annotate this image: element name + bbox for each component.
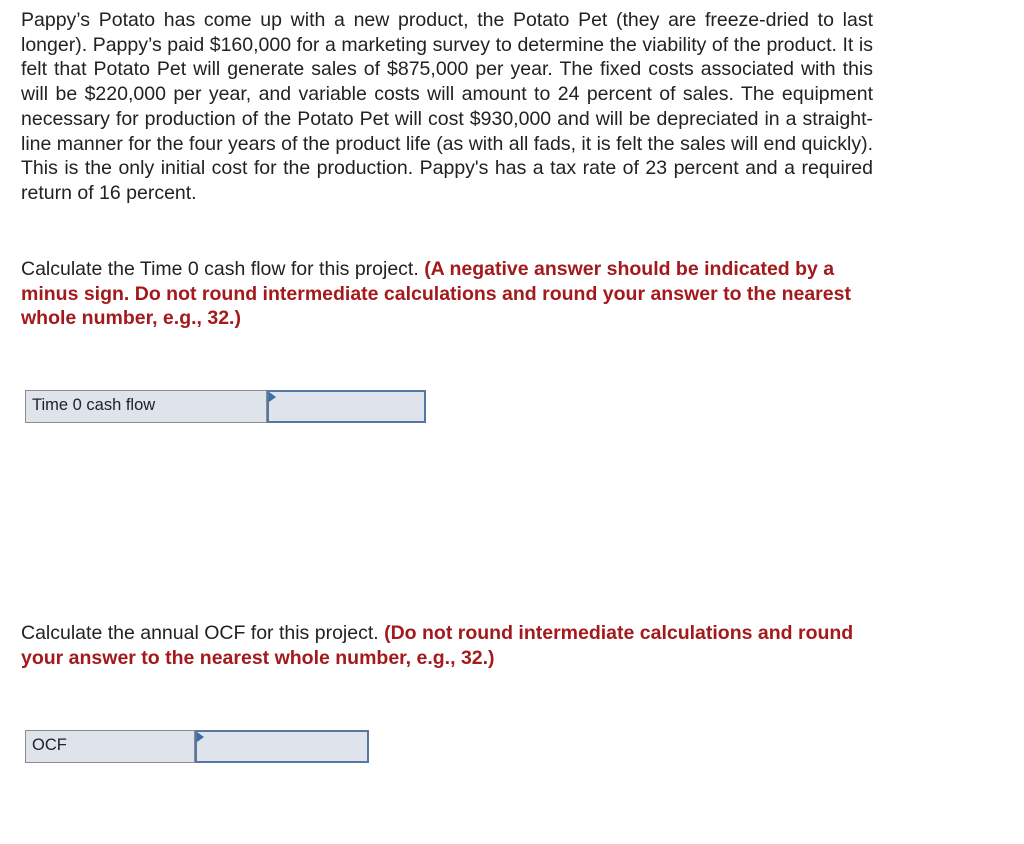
question-prompt: Calculate the annual OCF for this project.: [21, 622, 379, 644]
question-instructions: (A negative answer should be indicated by a minus sign. Do not round intermediate calculations and round your answer to the nearest whole number, e.g., 32.): [21, 258, 851, 330]
time0-cash-flow-input-wrapper: [267, 390, 426, 423]
input-marker-icon: [197, 732, 204, 742]
question-prompt: Calculate the Time 0 cash flow for this project.: [21, 258, 419, 280]
ocf-label: OCF: [25, 730, 195, 763]
time0-cash-flow-input[interactable]: [269, 392, 424, 421]
ocf-input[interactable]: [197, 732, 367, 761]
time0-cash-flow-answer-row: [25, 390, 426, 423]
question-instructions: (Do not round intermediate calculations and round your answer to the nearest whole number, e.g., 32.): [21, 622, 854, 669]
ocf-input-wrapper: [195, 730, 369, 763]
input-marker-icon: [269, 392, 276, 402]
time0-cash-flow-label: Time 0 cash flow: [25, 390, 267, 423]
question-time0-cash-flow: [21, 257, 881, 331]
ocf-answer-row: [25, 730, 369, 763]
problem-statement: Pappy’s Potato has come up with a new product, the Potato Pet (they are freeze-dried to last longer). Pappy’s paid $160,000 for a marketing survey to determine the viability of the product. It is felt that Potato Pet will generate sales of $875,000 per year. The fixed costs associated with this will be $220,000 per year, and variable costs will amount to 24 percent of sales. The equipment necessary for production of the Potato Pet will cost $930,000 and will be depreciated in a straight-line manner for the four years of the product life (as with all fads, it is felt the sales will end quickly). This is the only initial cost for the production. Pappy's has a tax rate of 23 percent and a required return of 16 percent.: [21, 9, 873, 204]
question-annual-ocf: [21, 621, 881, 670]
